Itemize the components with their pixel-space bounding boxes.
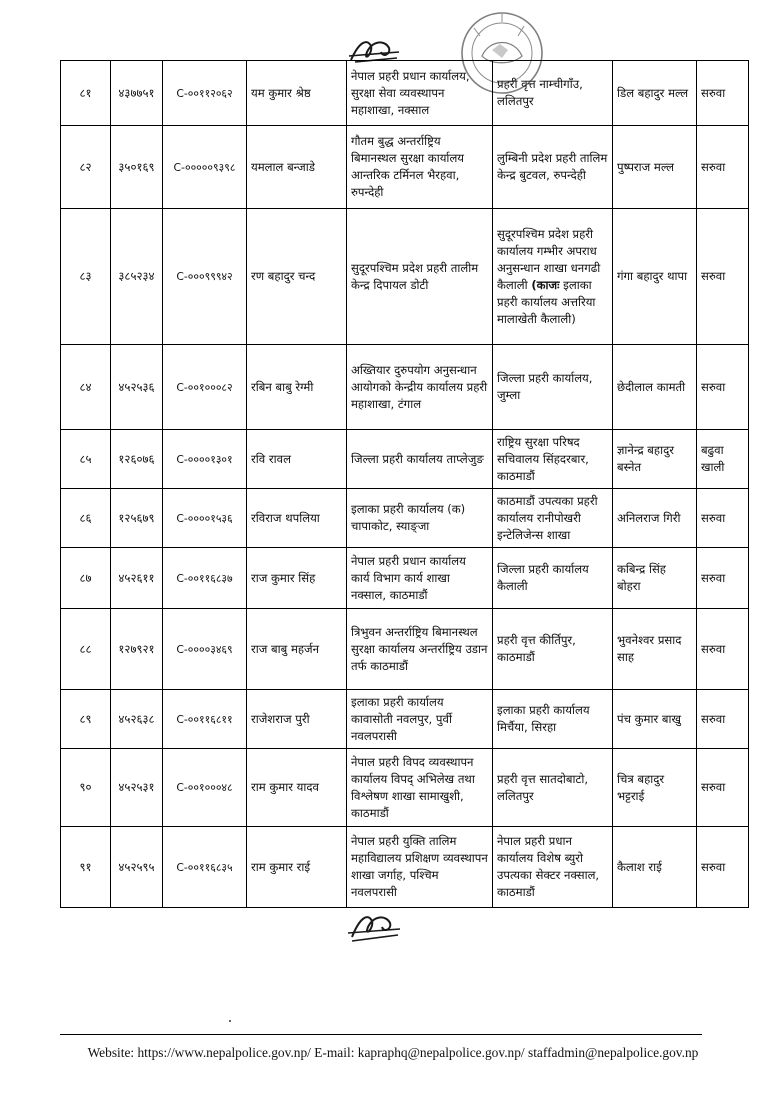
employee-number: ४३७७५१ [111, 61, 163, 126]
signature-icon [344, 907, 404, 945]
status: सरुवा [697, 690, 749, 749]
new-office: राष्ट्रिय सुरक्षा परिषद सचिवालय सिंहदरबार, काठमाडौं [493, 430, 613, 489]
table-row [61, 61, 749, 126]
employee-number: ४५२५३६ [111, 345, 163, 430]
supervisor-name: कैलाश राई [613, 827, 697, 908]
employee-name: रवि रावल [247, 430, 347, 489]
employee-number: ४५२६३८ [111, 690, 163, 749]
status: सरुवा [697, 749, 749, 827]
footer-contact: Website: https://www.nepalpolice.gov.np/ E-mail: kapraphq@nepalpolice.gov.np/ staffadmin@nepalpolice.gov.np [87, 1045, 699, 1060]
table-row [61, 345, 749, 430]
employee-name: यम कुमार श्रेष्ठ [247, 61, 347, 126]
status: सरुवा [697, 548, 749, 609]
supervisor-name: पुष्पराज मल्ल [613, 126, 697, 209]
table-row [61, 827, 749, 908]
serial-number: ८९ [61, 690, 111, 749]
table-row [61, 548, 749, 609]
employee-name: रविराज थपलिया [247, 489, 347, 548]
employee-code: C-०००९९९४२ [163, 209, 247, 345]
serial-number: ८७ [61, 548, 111, 609]
employee-number: ३५०१६९ [111, 126, 163, 209]
serial-number: ८६ [61, 489, 111, 548]
employee-code: C-००००१३०१ [163, 430, 247, 489]
status: सरुवा [697, 209, 749, 345]
new-office: काठमाडौं उपत्यका प्रहरी कार्यालय रानीपोखरी इन्टेलिजेन्स शाखा [493, 489, 613, 548]
current-office: त्रिभुवन अन्तर्राष्ट्रिय बिमानस्थल सुरक्षा कार्यालय अन्तर्राष्ट्रिय उडान तर्फ काठमाडौं [347, 609, 493, 690]
deputation-label: (काजः [531, 277, 560, 292]
new-office: जिल्ला प्रहरी कार्यालय कैलाली [493, 548, 613, 609]
employee-number: ४५२६११ [111, 548, 163, 609]
employee-code: C-००००१५३६ [163, 489, 247, 548]
status: सरुवा [697, 827, 749, 908]
status: सरुवा [697, 609, 749, 690]
supervisor-name: डिल बहादुर मल्ल [613, 61, 697, 126]
status: सरुवा [697, 126, 749, 209]
employee-name: रबिन बाबु रेग्मी [247, 345, 347, 430]
supervisor-name: गंगा बहादुर थापा [613, 209, 697, 345]
footer-divider [60, 1034, 702, 1035]
employee-code: C-००११२०६२ [163, 61, 247, 126]
employee-code: C-०००००९३९८ [163, 126, 247, 209]
table-row [61, 609, 749, 690]
employee-code: C-००००३४६९ [163, 609, 247, 690]
stray-mark [229, 1020, 231, 1022]
new-office: जिल्ला प्रहरी कार्यालय, जुम्ला [493, 345, 613, 430]
supervisor-name: चित्र बहादुर भट्टराई [613, 749, 697, 827]
employee-name: राज बाबु महर्जन [247, 609, 347, 690]
supervisor-name: पंच कुमार बाखु [613, 690, 697, 749]
employee-number: ४५२५९५ [111, 827, 163, 908]
current-office: इलाका प्रहरी कार्यालय (क) चापाकोट, स्याङ्जा [347, 489, 493, 548]
supervisor-name: भुवनेश्वर प्रसाद साह [613, 609, 697, 690]
employee-code: C-००११६८३७ [163, 548, 247, 609]
new-office-main: सुदूरपश्चिम प्रदेश प्रहरी कार्यालय गम्भीर अपराध अनुसन्धान शाखा धनगढी कैलाली [497, 226, 601, 292]
employee-code: C-००१०००४८ [163, 749, 247, 827]
table-row [61, 126, 749, 209]
employee-name: राज कुमार सिंह [247, 548, 347, 609]
employee-number: १२५६७९ [111, 489, 163, 548]
new-office: प्रहरी वृत्त कीर्तिपुर, काठमाडौं [493, 609, 613, 690]
serial-number: ८४ [61, 345, 111, 430]
deputation-office: इलाका प्रहरी कार्यालय अत्तरिया मालाखेती कैलाली) [497, 277, 596, 326]
current-office: इलाका प्रहरी कार्यालय कावासोती नवलपुर, पुर्वी नवलपरासी [347, 690, 493, 749]
supervisor-name: छेदीलाल कामती [613, 345, 697, 430]
table-row [61, 430, 749, 489]
current-office: नेपाल प्रहरी युक्ति तालिम महाविद्यालय प्रशिक्षण व्यवस्थापन शाखा जर्गाह, पश्चिम नवलपरासी [347, 827, 493, 908]
signature-bottom [344, 907, 404, 945]
new-office [493, 209, 613, 345]
current-office: नेपाल प्रहरी प्रधान कार्यालय, सुरक्षा सेवा व्यवस्थापन महाशाखा, नक्साल [347, 61, 493, 126]
status: सरुवा [697, 61, 749, 126]
employee-name: राजेशराज पुरी [247, 690, 347, 749]
current-office: गौतम बुद्ध अन्तर्राष्ट्रिय बिमानस्थल सुरक्षा कार्यालय आन्तरिक टर्मिनल भैरहवा, रुपन्देही [347, 126, 493, 209]
employee-code: C-००११६८११ [163, 690, 247, 749]
current-office: नेपाल प्रहरी विपद व्यवस्थापन कार्यालय विपद् अभिलेख तथा विश्लेषण शाखा सामाखुशी, काठमाडौं [347, 749, 493, 827]
serial-number: ८३ [61, 209, 111, 345]
employee-number: ४५२५३१ [111, 749, 163, 827]
current-office: नेपाल प्रहरी प्रधान कार्यालय कार्य विभाग कार्य शाखा नक्साल, काठमाडौं [347, 548, 493, 609]
current-office: जिल्ला प्रहरी कार्यालय ताप्लेजुङ [347, 430, 493, 489]
current-office: अख्तियार दुरुपयोग अनुसन्धान आयोगको केन्द्रीय कार्यालय प्रहरी महाशाखा, टंगाल [347, 345, 493, 430]
serial-number: ८१ [61, 61, 111, 126]
serial-number: ८८ [61, 609, 111, 690]
table-row [61, 209, 749, 345]
new-office: नेपाल प्रहरी प्रधान कार्यालय विशेष ब्युरो उपत्यका सेक्टर नक्साल, काठमाडौं [493, 827, 613, 908]
employee-number: ३८५२३४ [111, 209, 163, 345]
supervisor-name: कबिन्द्र सिंह बोहरा [613, 548, 697, 609]
employee-code: C-००११६८३५ [163, 827, 247, 908]
supervisor-name: अनिलराज गिरी [613, 489, 697, 548]
serial-number: ८५ [61, 430, 111, 489]
serial-number: ९१ [61, 827, 111, 908]
serial-number: ९० [61, 749, 111, 827]
employee-name: राम कुमार यादव [247, 749, 347, 827]
employee-number: १२६०७६ [111, 430, 163, 489]
current-office: सुदूरपश्चिम प्रदेश प्रहरी तालीम केन्द्र दिपायल डोटी [347, 209, 493, 345]
table-row [61, 489, 749, 548]
employee-name: राम कुमार राई [247, 827, 347, 908]
serial-number: ८२ [61, 126, 111, 209]
status: सरुवा [697, 345, 749, 430]
new-office: लुम्बिनी प्रदेश प्रहरी तालिम केन्द्र बुटवल, रुपन्देही [493, 126, 613, 209]
table-row [61, 690, 749, 749]
transfer-table [60, 60, 749, 908]
supervisor-name: ज्ञानेन्द्र बहादुर बस्नेत [613, 430, 697, 489]
employee-name: रण बहादुर चन्द [247, 209, 347, 345]
status: बढुवा खाली [697, 430, 749, 489]
new-office: इलाका प्रहरी कार्यालय मिर्चैया, सिरहा [493, 690, 613, 749]
table-row [61, 749, 749, 827]
employee-number: १२७९२१ [111, 609, 163, 690]
new-office: प्रहरी वृत्त नाम्चीगाँउ, ललितपुर [493, 61, 613, 126]
status: सरुवा [697, 489, 749, 548]
new-office: प्रहरी वृत्त सातदोबाटो, ललितपुर [493, 749, 613, 827]
employee-name: यमलाल बन्जाडे [247, 126, 347, 209]
employee-code: C-००१०००८२ [163, 345, 247, 430]
